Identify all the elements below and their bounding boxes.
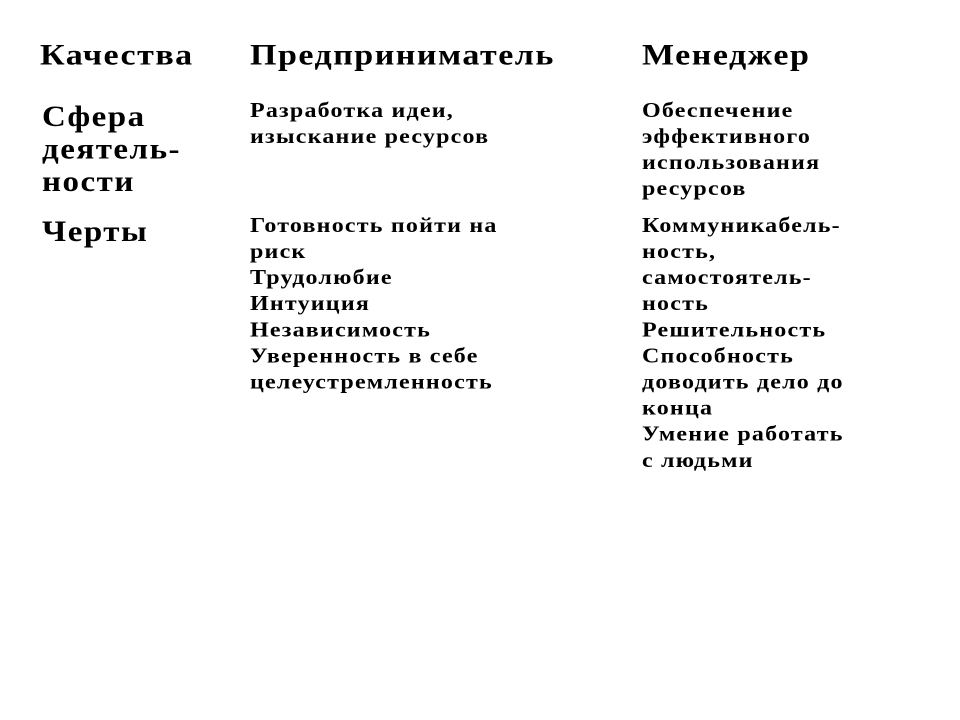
row-label-traits [42, 216, 148, 248]
cell-line: конца [642, 396, 714, 420]
row-label-line: Черты [42, 216, 149, 249]
cell-line: Разработка идеи, [250, 98, 454, 123]
cell-line: целеустремленность [250, 370, 493, 394]
cell-line: с людьми [642, 448, 754, 473]
cell-line: ность, [642, 240, 717, 264]
row-label-sphere [42, 101, 181, 198]
cell-line: Интуиция [250, 292, 371, 316]
row-label-line: Сфера [42, 101, 146, 134]
row-label-line: ности [42, 165, 135, 199]
cell-line: Решительность [642, 318, 827, 342]
cell-line: эффективного [642, 125, 812, 149]
cell-entrepreneur-traits [250, 213, 498, 396]
header-entrepreneur: Предприниматель [250, 38, 555, 72]
cell-line: Обеспечение [642, 98, 794, 123]
cell-line: Готовность пойти на [250, 213, 498, 238]
cell-line: Коммуникабель- [642, 213, 841, 238]
cell-line: доводить дело до [642, 370, 844, 394]
cell-entrepreneur-sphere [250, 98, 489, 150]
cell-line: Умение работать [642, 422, 844, 447]
header-manager: Менеджер [642, 38, 811, 72]
cell-line: самостоятель- [642, 266, 812, 290]
cell-manager-sphere [642, 98, 820, 202]
row-label-line: деятель- [42, 133, 182, 166]
cell-line: изыскание ресурсов [250, 125, 490, 149]
cell-line: использования [642, 151, 821, 175]
cell-line: ресурсов [642, 177, 747, 201]
header-qualities: Качества [40, 38, 194, 72]
cell-line: риск [250, 240, 307, 264]
cell-line: Трудолюбие [250, 266, 393, 290]
cell-line: Способность [642, 344, 794, 368]
cell-manager-traits [642, 213, 844, 474]
cell-line: Уверенность в себе [250, 344, 479, 368]
cell-line: Независимость [250, 318, 431, 342]
cell-line: ность [642, 292, 709, 316]
